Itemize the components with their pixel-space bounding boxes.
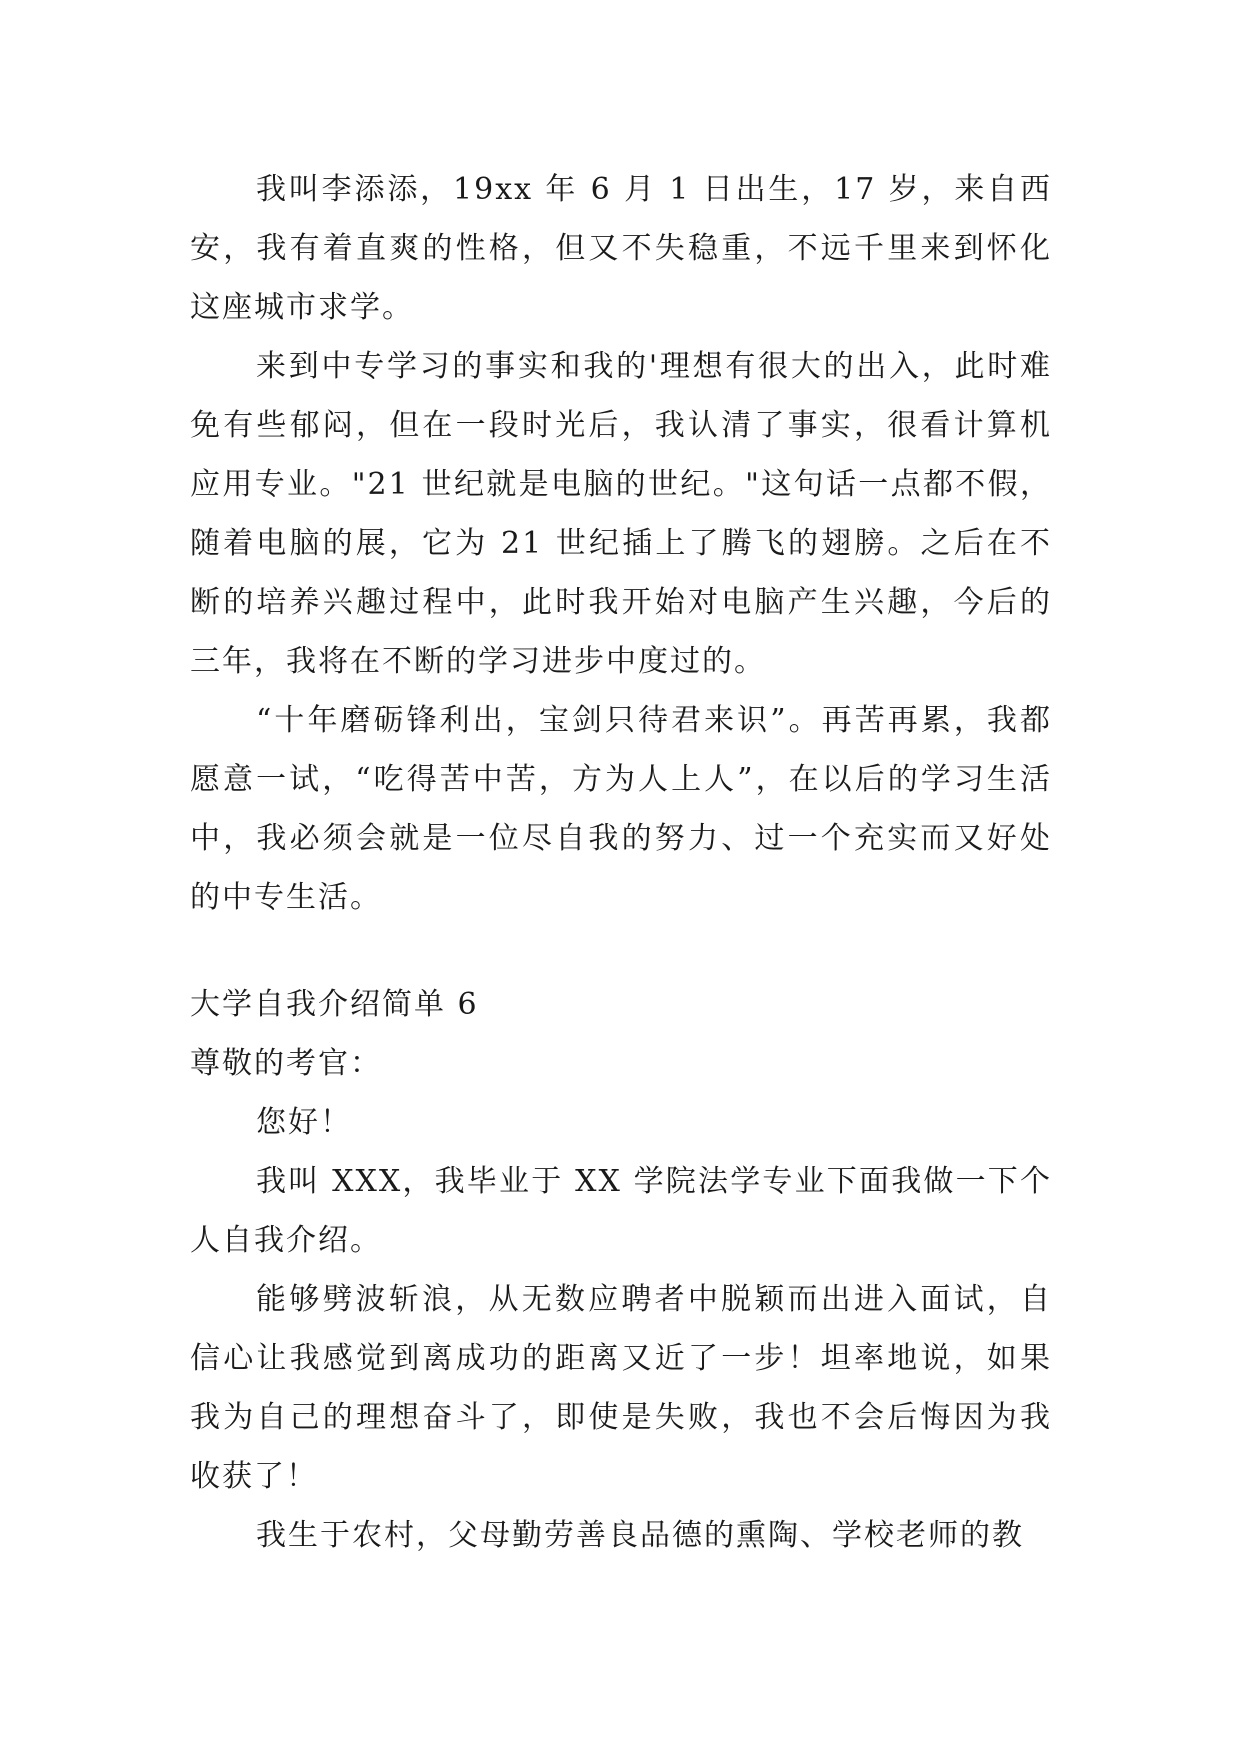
paragraph-self-intro: 我叫 XXX，我毕业于 XX 学院法学专业下面我做一下个人自我介绍。 xyxy=(190,1164,1052,1258)
paragraph-background: 我生于农村，父母勤劳善良品德的熏陶、学校老师的教 xyxy=(256,1518,1024,1553)
section-spacer xyxy=(190,927,1052,975)
document-body xyxy=(190,160,1052,1565)
paragraph-confidence: 能够劈波斩浪，从无数应聘者中脱颖而出进入面试，自信心让我感觉到离成功的距离又近了一步！坦率地说，如果我为自己的理想奋斗了，即使是失败，我也不会后悔因为我收获了！ xyxy=(190,1282,1052,1494)
paragraph-study: 来到中专学习的事实和我的'理想有很大的出入，此时难免有些郁闷，但在一段时光后，我认清了事实，很看计算机应用专业。"21 世纪就是电脑的世纪。"这句话一点都不假，随着电脑的展，它为 21 世纪插上了腾飞的翅膀。之后在不断的培养兴趣过程中，此时我开始对电脑产生兴趣，今后的三年，我将在不断的学习进步中度过的。 xyxy=(190,349,1052,679)
paragraph-intro: 我叫李添添，19xx 年 6 月 1 日出生，17 岁，来自西安，我有着直爽的性格，但又不失稳重，不远千里来到怀化这座城市求学。 xyxy=(190,172,1052,325)
paragraph-motto: “十年磨砺锋利出，宝剑只待君来识”。再苦再累，我都愿意一试，“吃得苦中苦，方为人上人”，在以后的学习生活中，我必须会就是一位尽自我的努力、过一个充实而又好处的中专生活。 xyxy=(190,703,1052,915)
section-title: 大学自我介绍简单 6 xyxy=(190,987,479,1022)
salutation: 尊敬的考官： xyxy=(190,1046,382,1081)
greeting: 您好！ xyxy=(256,1105,352,1140)
